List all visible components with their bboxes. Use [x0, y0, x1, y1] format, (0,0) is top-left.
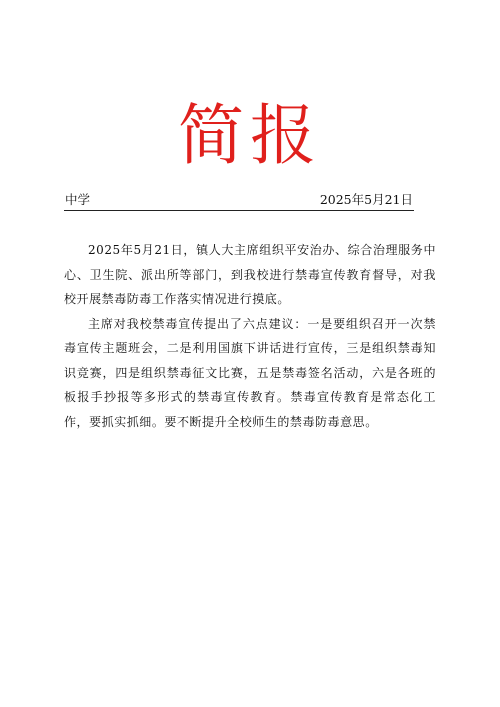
- report-body: [64, 238, 436, 434]
- paragraph-2: 主席对我校禁毒宣传提出了六点建议：一是要组织召开一次禁毒宣传主题班会，二是利用国旗下讲话进行宣传，三是组织禁毒知识竞赛，四是组织禁毒征文比赛，五是禁毒签名活动，六是各班的板报手抄报等多形式的禁毒宣传教育。禁毒宣传教育是常态化工作，要抓实抓细。要不断提升全校师生的禁毒防毒意思。: [64, 316, 436, 429]
- report-date: 2025年5月21日: [319, 192, 413, 207]
- report-title: 简报: [178, 97, 322, 174]
- school-label: 中学: [65, 192, 91, 207]
- header-line: [64, 192, 414, 211]
- paragraph-1: 2025年5月21日，镇人大主席组织平安治办、综合治理服务中心、卫生院、派出所等部门，到我校进行禁毒宣传教育督导，对我校开展禁毒防毒工作落实情况进行摸底。: [64, 243, 436, 306]
